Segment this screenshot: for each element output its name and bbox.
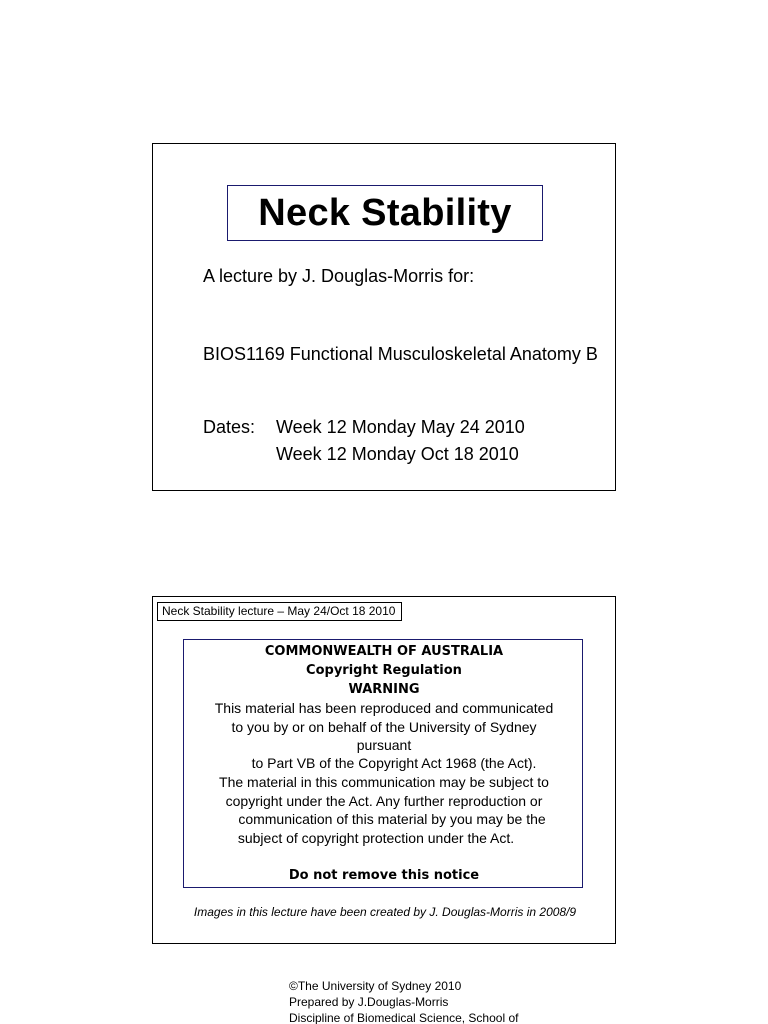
image-credit-note: Images in this lecture have been created by J. Douglas-Morris in 2008/9 — [193, 905, 577, 919]
page-footer-line: Prepared by J.Douglas-Morris — [289, 995, 449, 1009]
notice-body-line: subject of copyright protection under the Act. — [237, 830, 515, 846]
title-frame — [227, 185, 543, 241]
notice-body-line: pursuant — [356, 737, 412, 753]
course-line: BIOS1169 Functional Musculoskeletal Anatomy B — [203, 344, 598, 364]
slide-title: Neck Stability — [258, 191, 512, 234]
copyright-slide — [152, 596, 616, 944]
notice-closing: Do not remove this notice — [288, 868, 480, 883]
notice-body-line: communication of this material by you may be the — [238, 811, 546, 827]
notice-body-line: The material in this communication may be subject to — [219, 774, 549, 790]
lecturer-line: A lecture by J. Douglas-Morris for: — [203, 266, 475, 286]
date-line-2: Week 12 Monday Oct 18 2010 — [276, 444, 519, 464]
page-footer-line: ©The University of Sydney 2010 — [289, 979, 462, 993]
title-slide — [152, 143, 616, 491]
notice-body-line: This material has been reproduced and communicated — [214, 700, 554, 716]
notice-body-line: to you by or on behalf of the University of Sydney — [231, 719, 537, 735]
notice-heading: COMMONWEALTH OF AUSTRALIA — [264, 644, 504, 659]
notice-body-line: to Part VB of the Copyright Act 1968 (the Act). — [251, 755, 537, 771]
slide-header-tag: Neck Stability lecture – May 24/Oct 18 2010 — [157, 602, 402, 621]
page-footer-line: Discipline of Biomedical Science, School of — [289, 1011, 519, 1024]
dates-label: Dates: — [203, 417, 256, 437]
copyright-notice — [183, 639, 583, 888]
notice-warning: WARNING — [348, 682, 420, 697]
notice-body-line: copyright under the Act. Any further reproduction or — [225, 793, 543, 809]
date-line-1: Week 12 Monday May 24 2010 — [276, 417, 525, 437]
notice-subheading: Copyright Regulation — [306, 663, 462, 678]
